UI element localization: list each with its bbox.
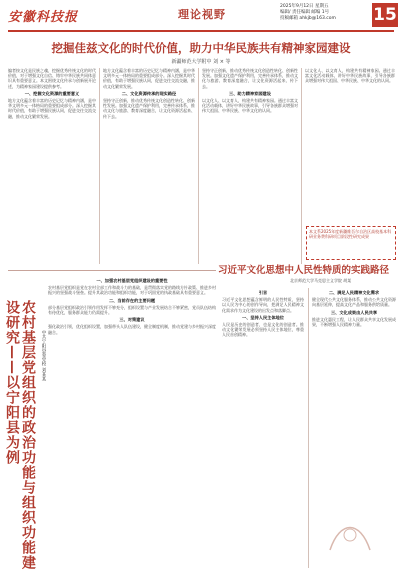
main-col3-text: 坚持守正创新，推动优秀传统文化创造性转化、创新性发展。加强文化遗产保护利用，完善传承体系，推动文化与旅游、教育深度融合，让文化资源活起来、传下去。: [103, 98, 195, 119]
issue-editor: 编辑/ 责任编辑 邮编 1号: [280, 10, 330, 15]
masthead: [0, 0, 402, 38]
main-subhead-2: 二、文化资源传承的现实路径: [121, 90, 177, 96]
section-rule: [8, 270, 216, 271]
column-divider: [198, 68, 199, 264]
column-divider: [301, 68, 302, 264]
third-column-1: [222, 288, 304, 570]
main-col1-text: 编者按文化是民族之魂，挖掘优秀传统文化的时代价值，对于增强文化自信、铸牢中华民族共同体意识具有重要意义。本文围绕文化传承与创新展开论述，为精神家园建设提供参考。: [8, 68, 96, 89]
main-column-2: [103, 68, 195, 268]
main-col2b-text: 地方文化蕴含着丰富的历史记忆与精神内涵，是中华文明多元一体格局的重要组成部分。深入挖掘其时代价值，有助于增强民族认同，促进交往交流交融，推动文化繁荣发展。: [103, 68, 195, 89]
page-number: 15: [373, 5, 397, 25]
third-body-1: 习近平文化思想蕴含鲜明的人民性特质，坚持以人民为中心的创作导向，把满足人民精神文化需求作为文化建设的出发点和落脚点。: [222, 297, 304, 313]
second-body-3: 强化政治引领，优化组织设置，加强带头人队伍建设，健全制度机制，推动党建与乡村振兴深度融合。: [48, 324, 216, 335]
column-divider: [308, 288, 309, 568]
column-divider: [99, 68, 100, 264]
funding-note: 本文系2025年度新疆维吾尔自治区高校基本科研业务费科研项目阶段性研究成果: [306, 226, 396, 260]
section-title: 理论视野: [178, 8, 226, 21]
third-body-3: 健全现代公共文化服务体系，推动公共文化资源向基层延伸，提高文化产品和服务供给质量。: [312, 297, 396, 308]
second-subhead-1: 一、加强农村基层党组织建设的重要性: [96, 278, 168, 283]
main-column-4: [305, 68, 395, 223]
third-subhead-2: 二、满足人民精神文化需求: [328, 290, 380, 295]
third-intro: 引言: [258, 290, 268, 295]
main-subhead-1: 一、挖掘文化资源的重要意义: [24, 90, 80, 96]
main-column-3: [202, 68, 298, 268]
masthead-rule: [8, 30, 394, 32]
main-byline: 新疆师范大学附中 刘 × 等: [171, 59, 231, 65]
second-subhead-2: 二、当前存在的主要问题: [108, 297, 156, 303]
main-subhead-3: 三、助力精神家园建设: [229, 90, 271, 96]
second-article-body: [48, 276, 216, 570]
main-column-1: [8, 68, 96, 268]
third-article-author: 北京师范大学马克思主义学院 胡某: [290, 278, 352, 283]
third-body-2: 人民是历史的创造者，也是文化的创造者。推动文化繁荣发展必须坚持人民主体地位，尊重人民首创精神。: [222, 322, 304, 338]
main-col4-text: 以文化人、以文育人，构建共有精神家园。通过丰富文化活动载体，讲好中华民族故事，引导各族群众增强对伟大祖国、中华民族、中华文化的认同。: [202, 98, 298, 114]
second-article-title: 农村基层党组织的政治功能与组织功能建设研究——以宁阳县为例: [4, 300, 36, 570]
decorative-ornament-icon: [320, 510, 380, 560]
issue-date: 2025年9月12日 星期五: [280, 4, 329, 9]
main-col4b-text: 以文化人、以文育人，构建共有精神家园。通过丰富文化活动载体，讲好中华民族故事，引导各族群众增强对伟大祖国、中华民族、中华文化的认同。: [305, 68, 395, 84]
second-body-1: 农村基层党组织是党在农村全部工作和战斗力的基础，是贯彻落实党的路线方针政策、推进乡村振兴的坚强战斗堡垒。提升其政治功能和组织功能，对于巩固党的执政基础具有重要意义。: [48, 285, 216, 296]
second-subhead-3: 三、对策建议: [119, 317, 145, 323]
third-column-2: [312, 288, 396, 508]
issue-email: 投稿邮箱 ahkjb@163.com: [280, 16, 336, 21]
third-body-4: 推进文化惠民工程，让人民群众共享文化发展成果，不断增强人民精神力量。: [312, 316, 396, 328]
newspaper-brand: 安徽科技报: [8, 10, 79, 25]
second-article-author: 中共宁阳县委党校 刘某某: [41, 330, 46, 381]
main-col2-text: 地方文化蕴含着丰富的历史记忆与精神内涵，是中华文明多元一体格局的重要组成部分。深入挖掘其时代价值，有助于增强民族认同，促进交往交流交融，推动文化繁荣发展。: [8, 98, 96, 119]
issue-meta: [280, 4, 380, 22]
third-article-title: 习近平文化思想中人民性特质的实践路径: [218, 265, 390, 276]
second-body-2: 部分基层党组织政治引领作用发挥不够充分，组织设置与产业发展结合不够紧密，党员队伍结构有待优化，服务群众能力仍需提升。: [48, 304, 216, 316]
third-subhead-3: 三、文化成果由人民共享: [330, 309, 378, 315]
third-subhead-1: 一、坚持人民主体地位: [242, 314, 284, 320]
main-col3b-text: 坚持守正创新，推动优秀传统文化创造性转化、创新性发展。加强文化遗产保护利用，完善传承体系，推动文化与旅游、教育深度融合，让文化资源活起来、传下去。: [202, 68, 298, 89]
main-headline: 挖掘佳兹文化的时代价值，助力中华民族共有精神家园建设: [51, 41, 351, 55]
